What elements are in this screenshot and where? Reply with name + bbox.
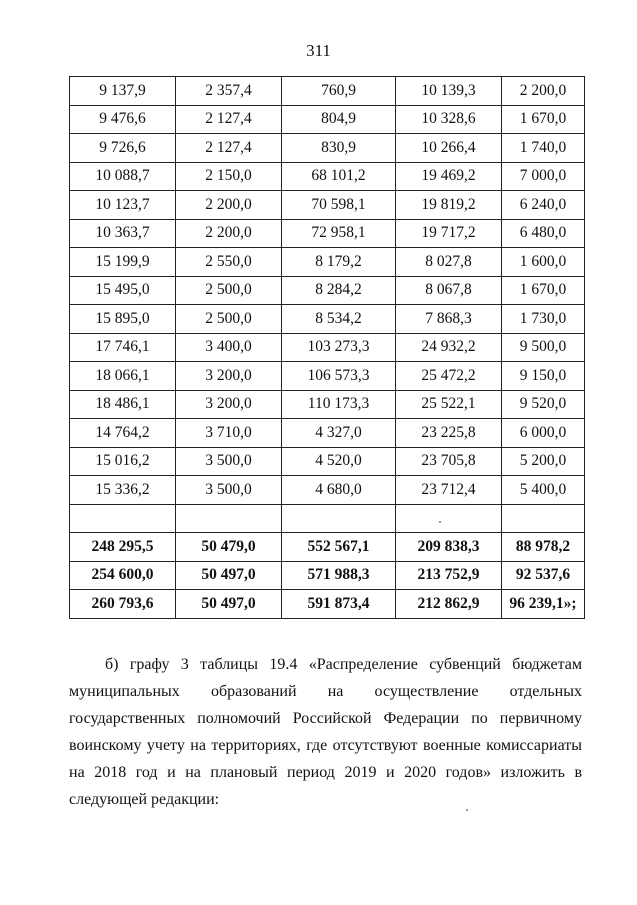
table-cell: 1 600,0 (502, 248, 585, 277)
table-row (70, 162, 585, 191)
paragraph-first-line: б) графу 3 таблицы 19.4 «Распределение субвенций бюджетам (105, 656, 582, 673)
table-cell: 9 726,6 (70, 134, 176, 163)
table-cell: 1 740,0 (502, 134, 585, 163)
total-cell: 212 862,9 (396, 590, 502, 619)
table-cell: 6 480,0 (502, 219, 585, 248)
empty-cell (502, 504, 585, 533)
table-cell: 2 357,4 (176, 77, 282, 106)
table-cell: 24 932,2 (396, 333, 502, 362)
table-cell: 10 363,7 (70, 219, 176, 248)
table-row (70, 191, 585, 220)
table-cell: 19 717,2 (396, 219, 502, 248)
total-cell: 552 567,1 (282, 533, 396, 562)
table-cell: 7 868,3 (396, 305, 502, 334)
table-cell: 4 327,0 (282, 419, 396, 448)
total-cell: 248 295,5 (70, 533, 176, 562)
empty-cell (70, 504, 176, 533)
total-cell: 260 793,6 (70, 590, 176, 619)
table-cell: 3 200,0 (176, 390, 282, 419)
table-cell: 3 400,0 (176, 333, 282, 362)
table-cell: 19 819,2 (396, 191, 502, 220)
total-cell: 50 497,0 (176, 590, 282, 619)
total-cell: 571 988,3 (282, 561, 396, 590)
table-row (70, 105, 585, 134)
table-cell: 8 284,2 (282, 276, 396, 305)
table-row (70, 305, 585, 334)
table-cell: 1 670,0 (502, 105, 585, 134)
table-cell: 19 469,2 (396, 162, 502, 191)
table-cell: 70 598,1 (282, 191, 396, 220)
body-paragraph (69, 651, 582, 813)
table-cell: 110 173,3 (282, 390, 396, 419)
total-cell: 88 978,2 (502, 533, 585, 562)
table-cell: 1 670,0 (502, 276, 585, 305)
table-row (70, 447, 585, 476)
table-cell: 4 680,0 (282, 476, 396, 505)
table-cell: 9 150,0 (502, 362, 585, 391)
table-cell: 2 127,4 (176, 105, 282, 134)
table-cell: 10 266,4 (396, 134, 502, 163)
empty-cell (176, 504, 282, 533)
table-cell: 3 500,0 (176, 476, 282, 505)
total-cell: 92 537,6 (502, 561, 585, 590)
table-cell: 23 712,4 (396, 476, 502, 505)
table-cell: 1 730,0 (502, 305, 585, 334)
table-cell: 23 705,8 (396, 447, 502, 476)
table-cell: 10 139,3 (396, 77, 502, 106)
table-cell: 10 328,6 (396, 105, 502, 134)
table-row (70, 333, 585, 362)
table-cell: 5 400,0 (502, 476, 585, 505)
table-cell: 760,9 (282, 77, 396, 106)
table-cell: 3 200,0 (176, 362, 282, 391)
table-cell: 6 240,0 (502, 191, 585, 220)
total-cell: 213 752,9 (396, 561, 502, 590)
empty-row (70, 504, 585, 533)
table-cell: 17 746,1 (70, 333, 176, 362)
total-row (70, 590, 585, 619)
table-cell: 9 500,0 (502, 333, 585, 362)
table-cell: 15 895,0 (70, 305, 176, 334)
total-row (70, 533, 585, 562)
table-cell: 8 179,2 (282, 248, 396, 277)
total-row (70, 561, 585, 590)
page-number: 311 (306, 41, 331, 60)
table-row (70, 276, 585, 305)
total-cell: 50 497,0 (176, 561, 282, 590)
table-cell: 3 710,0 (176, 419, 282, 448)
table-cell: 2 500,0 (176, 305, 282, 334)
table-cell: 2 500,0 (176, 276, 282, 305)
data-table (69, 76, 585, 619)
total-cell: 96 239,1»; (502, 590, 585, 619)
empty-cell (282, 504, 396, 533)
total-cell: 591 873,4 (282, 590, 396, 619)
table-cell: 5 200,0 (502, 447, 585, 476)
table-cell: 2 550,0 (176, 248, 282, 277)
table-cell: 18 486,1 (70, 390, 176, 419)
table-cell: 23 225,8 (396, 419, 502, 448)
table-cell: 2 200,0 (176, 191, 282, 220)
table-cell: 830,9 (282, 134, 396, 163)
table-cell: 10 088,7 (70, 162, 176, 191)
table-row (70, 476, 585, 505)
table-cell: 68 101,2 (282, 162, 396, 191)
table-row (70, 419, 585, 448)
table-cell: 15 336,2 (70, 476, 176, 505)
table-cell: 72 958,1 (282, 219, 396, 248)
total-cell: 254 600,0 (70, 561, 176, 590)
table-cell: 15 016,2 (70, 447, 176, 476)
table-cell: 106 573,3 (282, 362, 396, 391)
paragraph-text: муниципальных образований на осуществление отдельных государственных полномочий Российской Федерации по первичному воинскому учету на территориях, где отсутствуют военные комиссариаты на 2018 год и на плановый период 2019 и 2020 годов» изложить в следующей редакции: (69, 683, 582, 808)
table-row (70, 390, 585, 419)
table-cell: 804,9 (282, 105, 396, 134)
table-cell: 9 137,9 (70, 77, 176, 106)
table-cell: 2 127,4 (176, 134, 282, 163)
table-cell: 7 000,0 (502, 162, 585, 191)
table-cell: 8 027,8 (396, 248, 502, 277)
table-cell: 18 066,1 (70, 362, 176, 391)
empty-cell (396, 504, 502, 533)
table-cell: 6 000,0 (502, 419, 585, 448)
total-cell: 209 838,3 (396, 533, 502, 562)
table-cell: 15 199,9 (70, 248, 176, 277)
table-cell: 9 520,0 (502, 390, 585, 419)
table-cell: 10 123,7 (70, 191, 176, 220)
table-cell: 2 150,0 (176, 162, 282, 191)
total-cell: 50 479,0 (176, 533, 282, 562)
table-cell: 4 520,0 (282, 447, 396, 476)
table-cell: 103 273,3 (282, 333, 396, 362)
table-cell: 8 067,8 (396, 276, 502, 305)
table-row (70, 362, 585, 391)
table-cell: 8 534,2 (282, 305, 396, 334)
table-cell: 14 764,2 (70, 419, 176, 448)
table-cell: 9 476,6 (70, 105, 176, 134)
table-cell: 25 522,1 (396, 390, 502, 419)
table-cell: 2 200,0 (176, 219, 282, 248)
table-cell: 15 495,0 (70, 276, 176, 305)
table-row (70, 134, 585, 163)
table-cell: 2 200,0 (502, 77, 585, 106)
scan-artifact (439, 521, 441, 523)
table-row (70, 219, 585, 248)
table-cell: 25 472,2 (396, 362, 502, 391)
table-row (70, 77, 585, 106)
table-cell: 3 500,0 (176, 447, 282, 476)
table-row (70, 248, 585, 277)
